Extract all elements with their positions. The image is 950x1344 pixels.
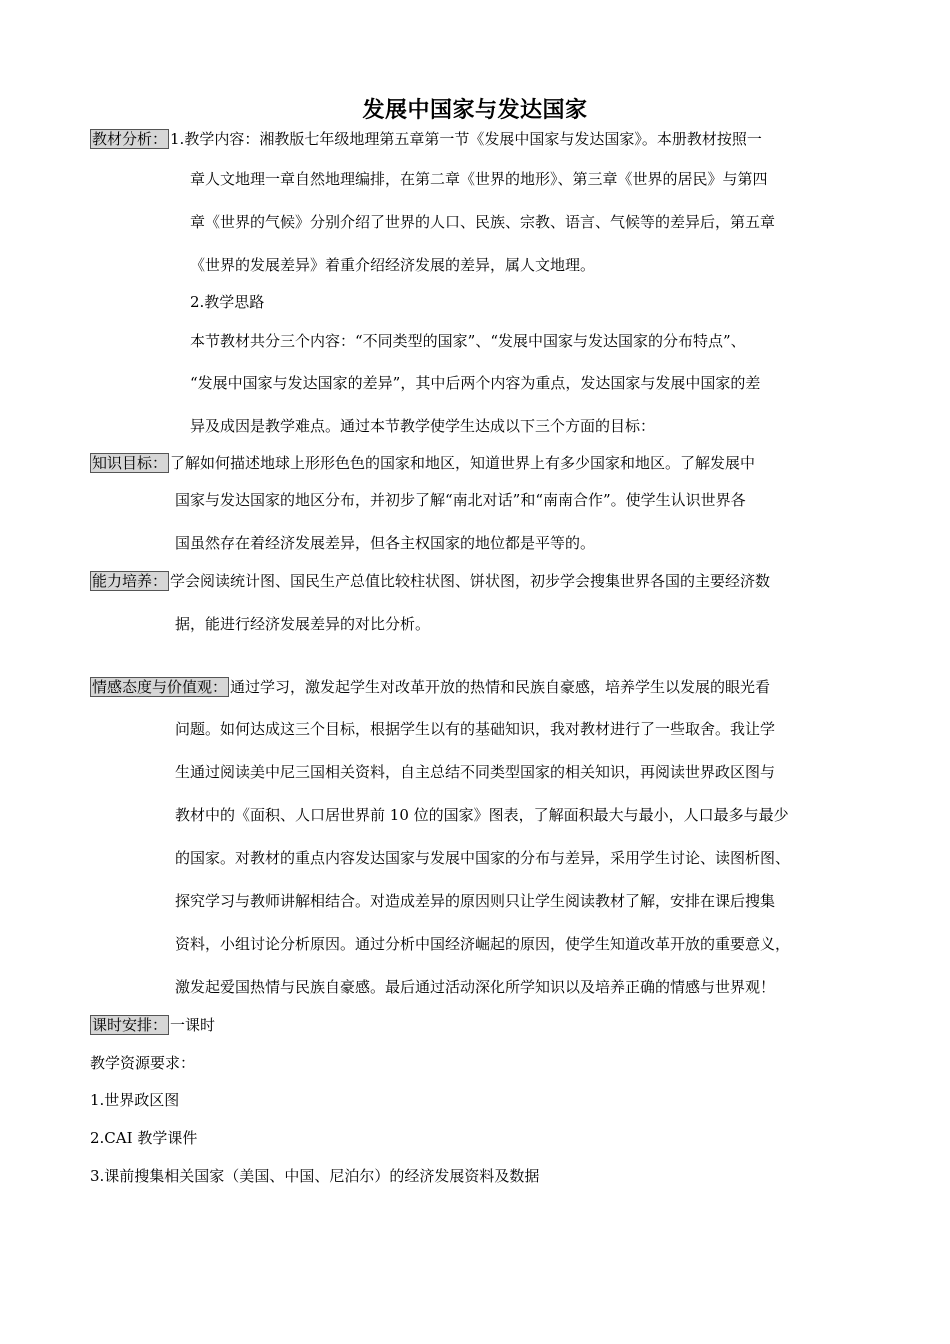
analysis-first-line: [90, 129, 762, 149]
emotion-text-line: 教材中的《面积、人口居世界前 10 位的国家》图表，了解面积最大与最小，人口最多与最少: [175, 806, 789, 824]
ability-first-line: [90, 571, 770, 591]
knowledge-label: 知识目标：: [92, 454, 168, 472]
emotion-label: 情感态度与价值观：: [92, 678, 228, 696]
schedule-label: 课时安排：: [92, 1016, 168, 1034]
document-title: 发展中国家与发达国家: [362, 98, 588, 123]
analysis-text-line: 2.教学思路: [190, 293, 265, 311]
emotion-text-line: 的国家。对教材的重点内容发达国家与发展中国家的分布与差异，采用学生讨论、读图析图、: [175, 849, 791, 867]
analysis-text-line: 章人文地理一章自然地理编排，在第二章《世界的地形》、第三章《世界的居民》与第四: [190, 170, 768, 188]
resource-item: 3.课前搜集相关国家（美国、中国、尼泊尔）的经济发展资料及数据: [90, 1167, 540, 1185]
knowledge-first-line: [90, 453, 755, 473]
ability-label: 能力培养：: [92, 572, 168, 590]
knowledge-text-line: 国家与发达国家的地区分布，并初步了解“南北对话”和“南南合作”。使学生认识世界各: [175, 491, 746, 509]
analysis-label: 教材分析：: [92, 130, 168, 148]
emotion-text-line: 问题。如何达成这三个目标，根据学生以有的基础知识，我对教材进行了一些取舍。我让学: [175, 720, 776, 738]
resources-heading: 教学资源要求：: [90, 1054, 196, 1072]
ability-text-line: 学会阅读统计图、国民生产总值比较柱状图、饼状图，初步学会搜集世界各国的主要经济数: [170, 572, 771, 590]
emotion-text-line: 通过学习，激发起学生对改革开放的热情和民族自豪感，培养学生以发展的眼光看: [230, 678, 771, 696]
ability-text-line: 据，能进行经济发展差异的对比分析。: [175, 615, 431, 633]
schedule-value: 一课时: [170, 1016, 216, 1034]
emotion-first-line: [90, 677, 770, 697]
analysis-text-line: 异及成因是教学难点。通过本节教学使学生达成以下三个方面的目标：: [190, 417, 656, 435]
analysis-text-line: “发展中国家与发达国家的差异”，其中后两个内容为重点，发达国家与发展中国家的差: [190, 374, 761, 392]
knowledge-text-line: 了解如何描述地球上形形色色的国家和地区，知道世界上有多少国家和地区。了解发展中: [170, 454, 756, 472]
knowledge-text-line: 国虽然存在着经济发展差异，但各主权国家的地位都是平等的。: [175, 534, 596, 552]
analysis-text-line: 1.教学内容：湘教版七年级地理第五章第一节《发展中国家与发达国家》。本册教材按照一: [170, 130, 762, 148]
resource-item: 1.世界政区图: [90, 1091, 180, 1109]
schedule-line: [90, 1015, 215, 1035]
emotion-text-line: 探究学习与教师讲解相结合。对造成差异的原因则只让学生阅读教材了解，安排在课后搜集: [175, 892, 776, 910]
resource-item: 2.CAI 教学课件: [90, 1129, 198, 1147]
analysis-text-line: 《世界的发展差异》着重介绍经济发展的差异，属人文地理。: [190, 256, 596, 274]
emotion-text-line: 资料，小组讨论分析原因。通过分析中国经济崛起的原因，使学生知道改革开放的重要意义，: [175, 935, 791, 953]
emotion-text-line: 激发起爱国热情与民族自豪感。最后通过活动深化所学知识以及培养正确的情感与世界观！: [175, 978, 776, 996]
emotion-text-line: 生通过阅读美中尼三国相关资料，自主总结不同类型国家的相关知识，再阅读世界政区图与: [175, 763, 776, 781]
analysis-text-line: 本节教材共分三个内容：“不同类型的国家”、“发展中国家与发达国家的分布特点”、: [190, 332, 746, 350]
analysis-text-line: 章《世界的气候》分别介绍了世界的人口、民族、宗教、语言、气候等的差异后，第五章: [190, 213, 776, 231]
